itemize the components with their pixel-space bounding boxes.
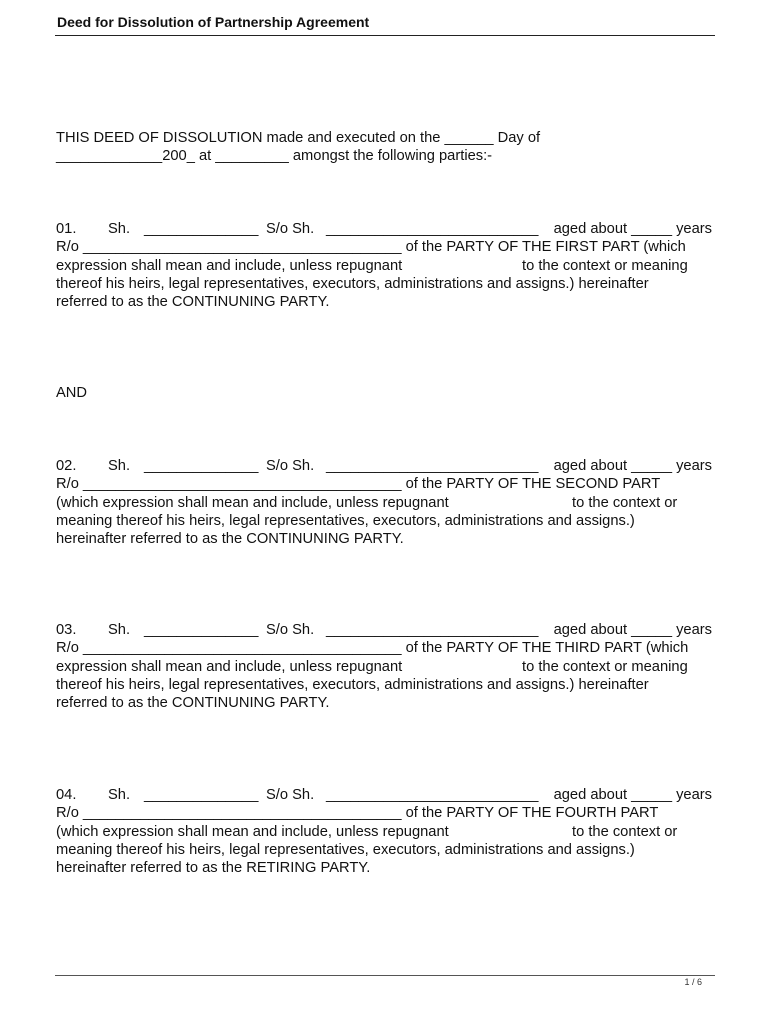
clause-line: thereof his heirs, legal representatives, executors, administrations and assigns.) hereinafter	[56, 275, 649, 292]
name-blank: ______________	[144, 221, 259, 237]
party-designation: referred to as the CONTINUNING PARTY.	[56, 695, 330, 712]
clause-line: meaning thereof his heirs, legal representatives, executors, administrations and assigns.)	[56, 841, 635, 858]
party-number: 03.	[56, 622, 77, 638]
father-name-blank: __________________________	[326, 622, 539, 638]
clause-line: thereof his heirs, legal representatives, executors, administrations and assigns.) hereinafter	[56, 676, 649, 693]
residence-line: R/o _______________________________________ of the PARTY OF THE FOURTH PART	[56, 805, 659, 822]
name-blank: ______________	[144, 458, 259, 474]
page-number: 1 / 6	[684, 977, 702, 987]
and-separator: AND	[56, 385, 88, 401]
clause-text-continued: to the context or meaning	[522, 257, 688, 274]
party-number: 02.	[56, 458, 77, 474]
party-number: 01.	[56, 221, 77, 237]
intro-paragraph	[56, 129, 540, 166]
father-name-blank: __________________________	[326, 458, 539, 474]
so-label: S/o Sh.	[266, 221, 315, 237]
clause-text-continued: to the context or	[572, 823, 678, 840]
age-field: aged about _____ years	[553, 458, 712, 474]
party-designation: hereinafter referred to as the RETIRING PARTY.	[56, 860, 371, 877]
sh-label: Sh.	[108, 221, 131, 237]
age-field: aged about _____ years	[553, 221, 712, 237]
sh-label: Sh.	[108, 622, 131, 638]
party-designation: hereinafter referred to as the CONTINUNING PARTY.	[56, 531, 404, 548]
clause-text-continued: to the context or meaning	[522, 658, 688, 675]
residence-line: R/o _______________________________________ of the PARTY OF THE FIRST PART (which	[56, 239, 686, 256]
footer-divider	[55, 975, 715, 976]
residence-line: R/o _______________________________________ of the PARTY OF THE THIRD PART (which	[56, 640, 689, 657]
father-name-blank: __________________________	[326, 787, 539, 803]
document-title: Deed for Dissolution of Partnership Agreement	[57, 14, 370, 30]
party-block-2	[56, 457, 712, 548]
party-number: 04.	[56, 787, 77, 803]
party-designation: referred to as the CONTINUNING PARTY.	[56, 294, 330, 311]
name-blank: ______________	[144, 622, 259, 638]
sh-label: Sh.	[108, 787, 131, 803]
so-label: S/o Sh.	[266, 622, 315, 638]
party-block-1	[56, 220, 712, 311]
header-divider	[55, 35, 715, 36]
residence-line: R/o _______________________________________ of the PARTY OF THE SECOND PART	[56, 476, 661, 493]
clause-text: (which expression shall mean and include, unless repugnant	[56, 494, 449, 511]
party-block-4	[56, 786, 712, 877]
clause-text-continued: to the context or	[572, 494, 678, 511]
so-label: S/o Sh.	[266, 458, 315, 474]
intro-line-1: THIS DEED OF DISSOLUTION made and executed on the ______ Day of	[56, 130, 541, 146]
name-blank: ______________	[144, 787, 259, 803]
clause-text: expression shall mean and include, unless repugnant	[56, 257, 403, 274]
clause-line: meaning thereof his heirs, legal representatives, executors, administrations and assigns.)	[56, 512, 635, 529]
age-field: aged about _____ years	[553, 787, 712, 803]
father-name-blank: __________________________	[326, 221, 539, 237]
age-field: aged about _____ years	[553, 622, 712, 638]
intro-line-2: _____________200_ at _________ amongst the following parties:-	[56, 148, 493, 165]
party-block-3	[56, 621, 712, 712]
clause-text: expression shall mean and include, unless repugnant	[56, 658, 403, 675]
clause-text: (which expression shall mean and include, unless repugnant	[56, 823, 449, 840]
so-label: S/o Sh.	[266, 787, 315, 803]
sh-label: Sh.	[108, 458, 131, 474]
